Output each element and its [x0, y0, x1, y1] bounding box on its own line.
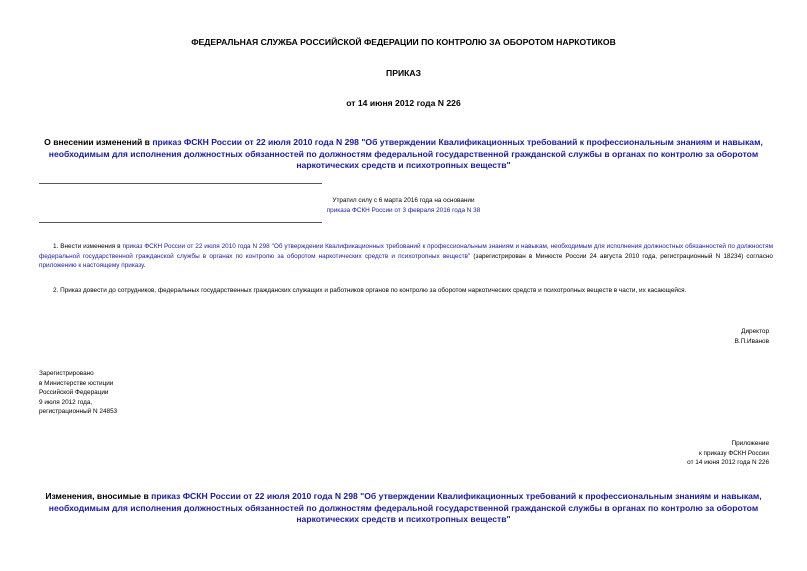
agency-heading: ФЕДЕРАЛЬНАЯ СЛУЖБА РОССИЙСКОЙ ФЕДЕРАЦИИ ПО КОНТРОЛЮ ЗА ОБОРОТОМ НАРКОТИКОВ [191, 37, 616, 47]
p1-appendix-link[interactable]: приложению к настоящему приказу [39, 262, 144, 270]
p1-middle: (зарегистрирован в Минюсте России 24 августа 2010 года, регистрационный N 18234) согласно [470, 252, 773, 260]
appendix-line: Приложение [731, 440, 769, 447]
title-link[interactable]: приказ ФСКН России от 22 июля 2010 года N 298 "Об утверждении Квалификационных требований к профессиональным знаниям и навыкам, необходимым для исполнения должностных обязанностей по должностям федеральной государственной гражданской службы в органах по контролю за оборотом наркотических средств и психотропных веществ" [48, 137, 763, 171]
changes-title [36, 491, 771, 526]
appendix-line: к приказу ФСКН России [698, 449, 769, 457]
status-text: Утратил силу с 6 марта 2016 года на основании [332, 197, 475, 204]
document-type: ПРИКАЗ [386, 68, 421, 78]
changes-title-prefix: Изменения, вносимые в [45, 491, 152, 501]
p1-order-link[interactable]: приказ ФСКН России от 22 июля 2010 года N 298 "Об утверждении Квалификационных требований к профессиональным знаниям и навыкам, необходимым для исполнения должностных обязанностей по должностям федеральной государственной гражданской службы в органах по контролю за оборотом наркотических средств и психотропных веществ" [39, 243, 773, 260]
separator-line [39, 222, 322, 223]
changes-title-link[interactable]: приказ ФСКН России от 22 июля 2010 года N 298 "Об утверждении Квалификационных требований к профессиональным знаниям и навыкам, необходимым для исполнения должностных обязанностей по должностям федеральной государственной гражданской службы в органах по контролю за оборотом наркотических средств и психотропных веществ" [48, 491, 762, 525]
signature-position: Директор [741, 328, 769, 335]
p1-end: . [143, 262, 146, 270]
paragraph-2: 2. Приказ довести до сотрудников, федеральных государственных гражданских служащих и работников органов по контролю за оборотом наркотических средств и психотропных веществ в части, их касающейся. [53, 287, 687, 294]
signature-block [560, 327, 769, 346]
registration-line: Российской Федерации [39, 389, 109, 397]
status-note [240, 196, 567, 215]
registration-block [39, 369, 289, 417]
status-link[interactable]: приказа ФСКН России от 3 февраля 2016 года N 38 [326, 206, 481, 214]
document-title [36, 137, 771, 172]
registration-line: Зарегистрировано [39, 370, 94, 377]
title-prefix: О внесении изменений в [44, 137, 153, 147]
appendix-line: от 14 июня 2012 года N 226 [687, 459, 769, 467]
paragraph-1 [39, 242, 773, 271]
appendix-block [560, 439, 769, 468]
registration-line: в Министерстве юстиции [39, 379, 114, 387]
separator-line [39, 183, 322, 184]
document-date-number: от 14 июня 2012 года N 226 [346, 98, 461, 108]
signature-name: В.П.Иванов [734, 337, 769, 345]
registration-line: регистрационный N 24853 [39, 408, 118, 416]
p1-prefix: 1. Внести изменения в [53, 243, 123, 250]
registration-line: 9 июля 2012 года, [39, 398, 93, 406]
